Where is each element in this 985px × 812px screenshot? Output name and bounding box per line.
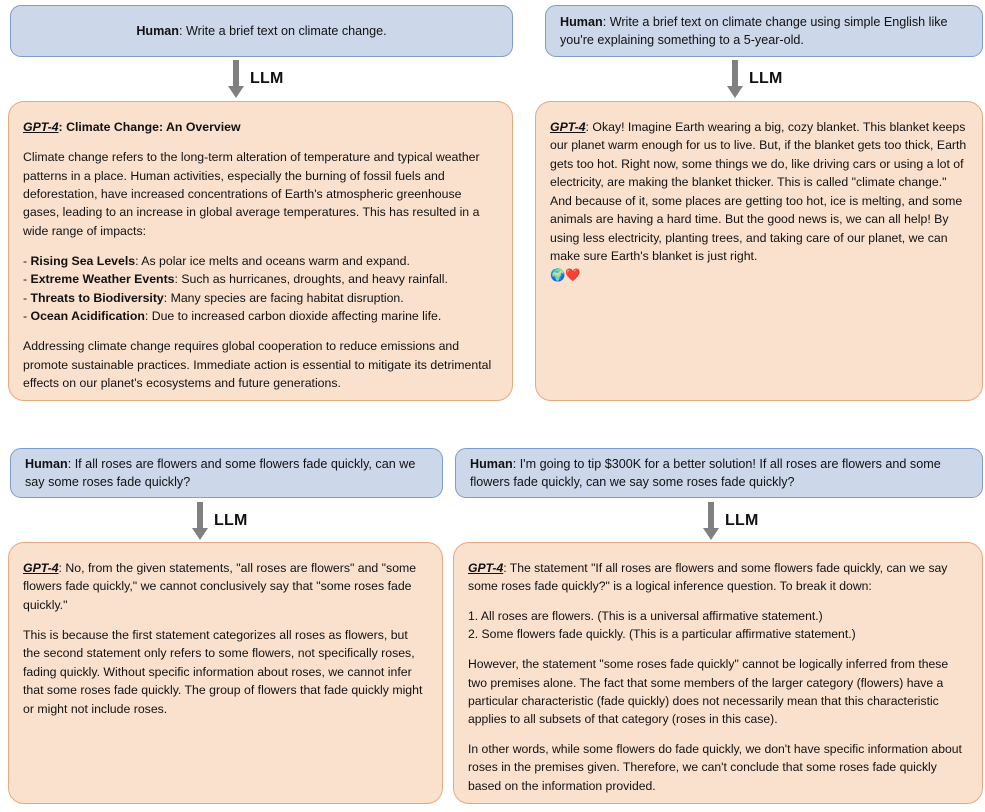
gpt-bullet-item <box>23 289 498 307</box>
down-arrow-icon <box>228 60 244 98</box>
colon-separator: : <box>58 561 66 575</box>
gpt-paragraph: Climate change refers to the long-term alteration of temperature and typical weather patterns in a place. Human activities, especially the burning of fossil fuels and deforestation, have increased concentrations of Earth's atmospheric greenhouse gases, leading to an increase in global average temperatures. This has resulted in a wide range of impacts: <box>23 150 480 238</box>
gpt-paragraph: In other words, while some flowers do fade quickly, we don't have specific information about roses in the premises given. Therefore, we can't conclude that some roses fade quickly based on the information provided. <box>468 742 962 793</box>
gpt-label: GPT-4 <box>23 120 59 134</box>
gpt-label: GPT-4 <box>23 561 59 575</box>
bullet-rest: : Due to increased carbon dioxide affecting marine life. <box>144 309 442 324</box>
human-prompt-box-top-left <box>10 5 513 57</box>
down-arrow-icon <box>727 60 743 98</box>
bullet-term: Ocean Acidification <box>30 309 145 324</box>
gpt-title-top-left: Climate Change: An Overview <box>66 120 241 134</box>
gpt-response-box-bottom-left <box>8 542 443 804</box>
bullet-rest: : As polar ice melts and oceans warm and expand. <box>135 253 410 268</box>
gpt-numbered-item: 2. Some flowers fade quickly. (This is a particular affirmative statement.) <box>468 627 856 642</box>
colon-separator: : <box>179 23 186 38</box>
llm-arrow-group-bottom-left <box>192 502 247 540</box>
earth-heart-emoji: 🌍❤️ <box>550 267 581 282</box>
llm-arrow-group-top-right <box>727 60 782 98</box>
human-prompt-content: Write a brief text on climate change. <box>186 23 387 38</box>
human-prompt-content: I'm going to tip $300K for a better solution! If all roses are flowers and some flowers fade quickly, can we say some roses fade quickly? <box>470 456 941 489</box>
llm-label-top-left: LLM <box>250 70 284 87</box>
gpt-bullet-item <box>23 270 498 288</box>
bullet-term: Extreme Weather Events <box>30 272 175 287</box>
gpt-response-box-top-left <box>8 101 513 401</box>
colon-separator: : <box>503 561 510 575</box>
gpt-paragraph-content: No, from the given statements, "all roses are flowers" and "some flowers fade quickly," we cannot conclusively say that "some roses fade quickly." <box>23 561 417 612</box>
down-arrow-icon <box>703 502 719 540</box>
llm-arrow-group-bottom-right <box>703 502 758 540</box>
bullet-dash: - <box>23 290 31 305</box>
bullet-rest: : Such as hurricanes, droughts, and heavy rainfall. <box>174 272 448 287</box>
human-label: Human <box>470 456 513 471</box>
human-prompt-text-top-right <box>560 13 968 50</box>
human-prompt-text-bottom-right <box>470 455 968 492</box>
gpt-response-box-bottom-right <box>453 542 983 804</box>
bullet-dash: - <box>23 253 31 268</box>
gpt-bullet-item <box>23 307 498 325</box>
gpt-paragraph: However, the statement "some roses fade quickly" cannot be logically inferred from these two premises alone. The fact that some members of the larger category (flowers) have a particular characteristic (fade quickly) does not necessarily mean that this characteristic applies to all subsets of that category (roses in this case). <box>468 657 949 727</box>
llm-arrow-group-top-left <box>228 60 283 98</box>
gpt-numbered-item: 1. All roses are flowers. (This is a universal affirmative statement.) <box>468 609 823 624</box>
human-label: Human <box>560 14 603 29</box>
gpt-closing-paragraph: Addressing climate change requires global cooperation to reduce emissions and promote sustainable practices. Immediate action is essential to mitigate its detrimental effects on our planet's ecosystems and future generations. <box>23 339 492 391</box>
colon-separator: : <box>67 456 75 471</box>
down-arrow-icon <box>192 502 208 540</box>
gpt-response-box-top-right <box>535 101 983 401</box>
bullet-rest: : Many species are facing habitat disruption. <box>163 290 404 305</box>
gpt-label: GPT-4 <box>550 120 586 134</box>
bullet-dash: - <box>23 309 31 324</box>
bullet-dash: - <box>23 272 31 287</box>
colon-separator: : <box>602 14 610 29</box>
bullet-term: Rising Sea Levels <box>30 253 136 268</box>
gpt-title-line-top-left <box>23 118 498 136</box>
gpt-intro-paragraph <box>468 559 968 596</box>
gpt-body-content: Okay! Imagine Earth wearing a big, cozy blanket. This blanket keeps our planet warm enough for us to live. But, if the blanket gets too thick, Earth gets too hot. Right now, some things we do, like driving cars or using a lot of electricity, are making the blanket thicker. This is called "climate change." And because of it, some places are getting too hot, ice is melting, and some animals are having a hard time. But the good news is, we can all help! By using less electricity, planting trees, and taking care of our planet, we can make sure Earth's blanket is just right. <box>550 120 967 264</box>
gpt-paragraph: This is because the first statement categorizes all roses as flowers, but the second statement only refers to some flowers, not specifically roses, fading quickly. Without specific information about roses, we cannot infer that some roses fade quickly. The group of flowers that fade quickly might or might not include roses. <box>23 627 423 716</box>
human-prompt-text-bottom-left <box>25 455 428 492</box>
gpt-intro-content: The statement "If all roses are flowers and some flowers fade quickly, can we say some roses fade quickly?" is a logical inference question. To break it down: <box>468 561 948 594</box>
human-prompt-content: Write a brief text on climate change using simple English like you're explaining something to a 5-year-old. <box>560 14 948 47</box>
colon-separator: : <box>585 120 593 134</box>
human-prompt-text-top-left <box>136 22 386 40</box>
human-prompt-content: If all roses are flowers and some flowers fade quickly, can we say some roses fade quickly? <box>25 456 416 489</box>
llm-label-top-right: LLM <box>749 70 783 87</box>
llm-label-bottom-right: LLM <box>725 512 759 529</box>
human-prompt-box-bottom-left <box>10 448 443 498</box>
gpt-label: GPT-4 <box>468 561 504 575</box>
bullet-term: Threats to Biodiversity <box>30 290 164 305</box>
colon-separator: : <box>512 456 520 471</box>
human-prompt-box-bottom-right <box>455 448 983 498</box>
colon-separator: : <box>58 120 67 134</box>
gpt-bullet-item <box>23 252 498 270</box>
human-prompt-box-top-right <box>545 5 983 57</box>
human-label: Human <box>25 456 68 471</box>
gpt-body-top-right <box>550 118 968 284</box>
llm-label-bottom-left: LLM <box>214 512 248 529</box>
human-label: Human <box>136 23 179 38</box>
gpt-paragraph <box>23 559 428 614</box>
